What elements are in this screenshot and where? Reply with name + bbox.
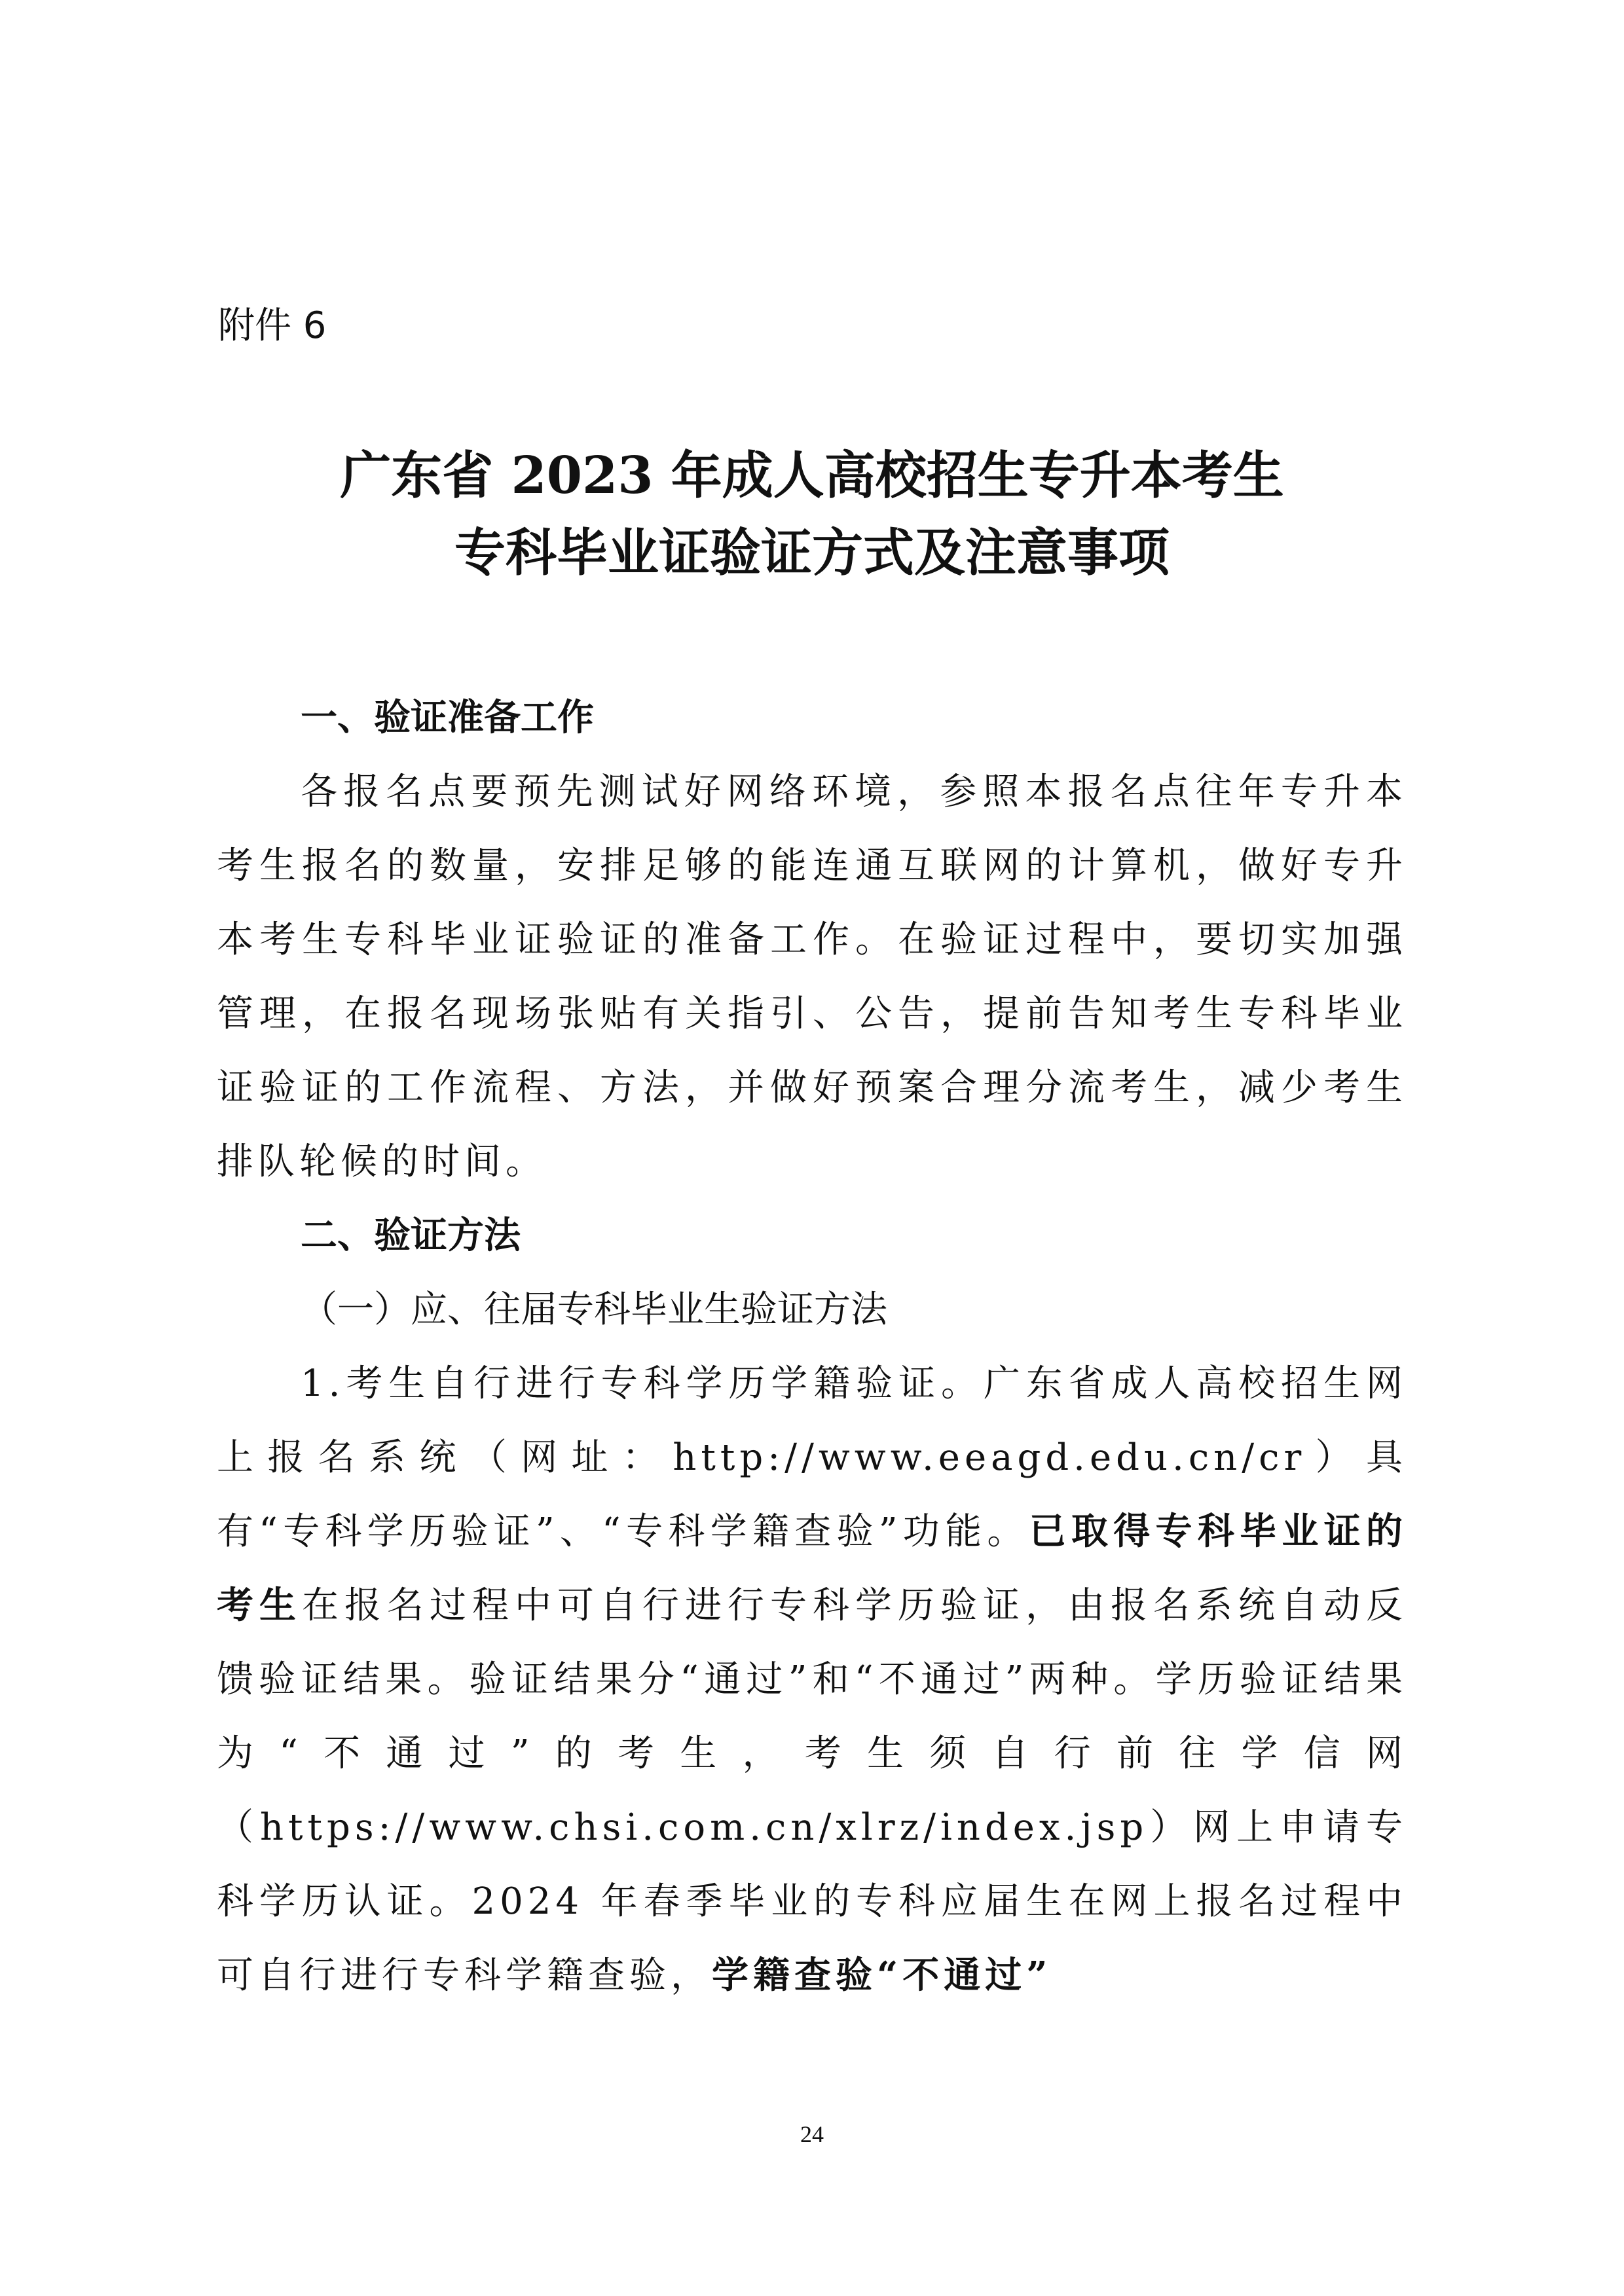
item-1-text-part-2: 在报名过程中可自行进行专科学历验证，由报名系统自动反馈验证结果。验证结果分“通过”和“不通过”两种。学历验证结果为“不通过”的考生，考生须自行前往学信网（https://www.chsi.com.cn/xlrz/index.jsp）网上申请专科学历认证。2024 年春季毕业的专科应届生在网上报名过程中可自行进行专科学籍查验， [217, 1584, 1407, 1997]
section-2-subheading: （一）应、往届专科毕业生验证方法 [301, 1288, 887, 1331]
document-body [217, 681, 1407, 2013]
annex-label: 附件 6 [218, 304, 327, 347]
section-2-heading: 二、验证方法 [301, 1214, 521, 1257]
section-1-paragraph: 各报名点要预先测试好网络环境，参照本报名点往年专升本考生报名的数量，安排足够的能连通互联网的计算机，做好专升本考生专科毕业证验证的准备工作。在验证过程中，要切实加强管理，在报名现场张贴有关指引、公告，提前告知考生专科毕业证验证的工作流程、方法，并做好预案合理分流考生，减少考生排队轮候的时间。 [217, 771, 1407, 1183]
title-line-1: 广东省 2023 年成人高校招生专升本考生 [340, 446, 1284, 505]
item-1-text-part-1: 1.考生自行进行专科学历学籍验证。广东省成人高校招生网上报名系统（网址：http://www.eeagd.edu.cn/cr）具有“专科学历验证”、“专科学籍查验”功能。 [217, 1362, 1407, 1553]
section-1-heading: 一、验证准备工作 [301, 697, 594, 739]
section-2-item-1-paragraph [217, 1347, 1407, 2013]
document-title [196, 437, 1428, 592]
item-1-bold-text-2: 学籍查验“不通过” [712, 1954, 1052, 1997]
item-1-bold-text-1: 已取得专科毕业证的考生 [217, 1510, 1408, 1627]
page-number: 24 [800, 2121, 824, 2147]
title-line-2: 专科毕业证验证方式及注意事项 [454, 523, 1170, 583]
